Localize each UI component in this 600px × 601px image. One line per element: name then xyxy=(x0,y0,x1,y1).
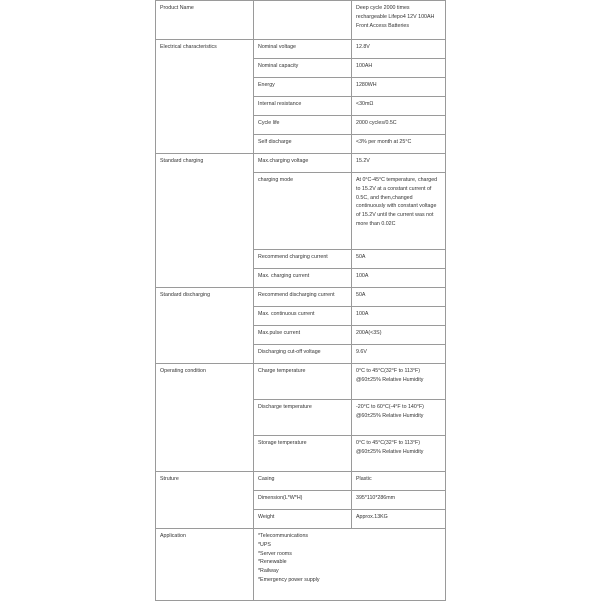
section-label: Operating condition xyxy=(156,364,254,472)
spec-label: Internal resistance xyxy=(254,97,352,116)
spec-label: Discharging cut-off voltage xyxy=(254,345,352,364)
spec-value: 0°C to 45°C(32°F to 113°F) @60±25% Relative Humidity xyxy=(352,364,446,400)
spec-label: Discharge temperature xyxy=(254,400,352,436)
table-row xyxy=(156,288,446,307)
list-item: *UPS xyxy=(258,541,271,548)
spec-label: Dimension(L*W*H) xyxy=(254,491,352,510)
spec-value: Plastic xyxy=(352,472,446,491)
section-label: Product Name xyxy=(156,1,254,40)
spec-value: 15.2V xyxy=(352,154,446,173)
application-list xyxy=(254,529,446,601)
spec-value: 395*110*286mm xyxy=(352,491,446,510)
table-row xyxy=(156,154,446,173)
list-item: *Emergency power supply xyxy=(258,576,320,583)
spec-label: Max. charging current xyxy=(254,269,352,288)
section-label: Standard discharging xyxy=(156,288,254,364)
spec-value: 100A xyxy=(352,269,446,288)
spec-label: Cycle life xyxy=(254,116,352,135)
spec-value: 100AH xyxy=(352,59,446,78)
spec-label: Weight xyxy=(254,510,352,529)
spec-value: 9.6V xyxy=(352,345,446,364)
section-label: Struture xyxy=(156,472,254,529)
spec-label: Nominal capacity xyxy=(254,59,352,78)
list-item: *Renewable xyxy=(258,559,287,566)
spec-value: -20°C to 60°C(-4°F to 140°F) @60±25% Relative Humidity xyxy=(352,400,446,436)
spec-label: Max.charging voltage xyxy=(254,154,352,173)
section-label: Electrical characteristics xyxy=(156,40,254,154)
spec-label: Charge temperature xyxy=(254,364,352,400)
spec-value: Approx.13KG xyxy=(352,510,446,529)
table-row xyxy=(156,364,446,400)
spec-value: Deep cycle 2000 times rechargeable Lifepo4 12V 100AH Front Access Batteries xyxy=(352,1,446,40)
spec-label: Energy xyxy=(254,78,352,97)
spec-label: Self discharge xyxy=(254,135,352,154)
table-row xyxy=(156,472,446,491)
table-row xyxy=(156,1,446,40)
spec-label: charging mode xyxy=(254,173,352,250)
spec-value: 1280WH xyxy=(352,78,446,97)
spec-value: <30mΩ xyxy=(352,97,446,116)
spec-label: Recommend discharging current xyxy=(254,288,352,307)
spec-label: Storage temperature xyxy=(254,436,352,472)
spec-value: 12.8V xyxy=(352,40,446,59)
table-row xyxy=(156,40,446,59)
section-label: Standard charging xyxy=(156,154,254,288)
spec-value: <3% per month at 25°C xyxy=(352,135,446,154)
spec-value: 2000 cycles/0.5C xyxy=(352,116,446,135)
spec-value: 100A xyxy=(352,307,446,326)
table-row xyxy=(156,529,446,601)
spec-label: Recommend charging current xyxy=(254,250,352,269)
spec-label: Casing xyxy=(254,472,352,491)
section-label: Application xyxy=(156,529,254,601)
list-item: *Railway xyxy=(258,568,279,575)
spec-label: Max. continuous current xyxy=(254,307,352,326)
spec-table xyxy=(155,0,446,601)
spec-value: 50A xyxy=(352,250,446,269)
spec-value: 200A(<3S) xyxy=(352,326,446,345)
spec-value: At 0°C-45°C temperature, charged to 15.2V at a constant current of 0.5C, and then,changed continuously with constant voltage of 15.2V until the current was not more than 0.02C xyxy=(352,173,446,250)
spec-label: Nominal voltage xyxy=(254,40,352,59)
spec-value: 50A xyxy=(352,288,446,307)
spec-label: Max.pulse current xyxy=(254,326,352,345)
list-item: *Telecommunications xyxy=(258,533,309,539)
spec-label xyxy=(254,1,352,40)
list-item: *Server rooms xyxy=(258,550,292,557)
spec-value: 0°C to 45°C(32°F to 113°F) @60±25% Relative Humidity xyxy=(352,436,446,472)
